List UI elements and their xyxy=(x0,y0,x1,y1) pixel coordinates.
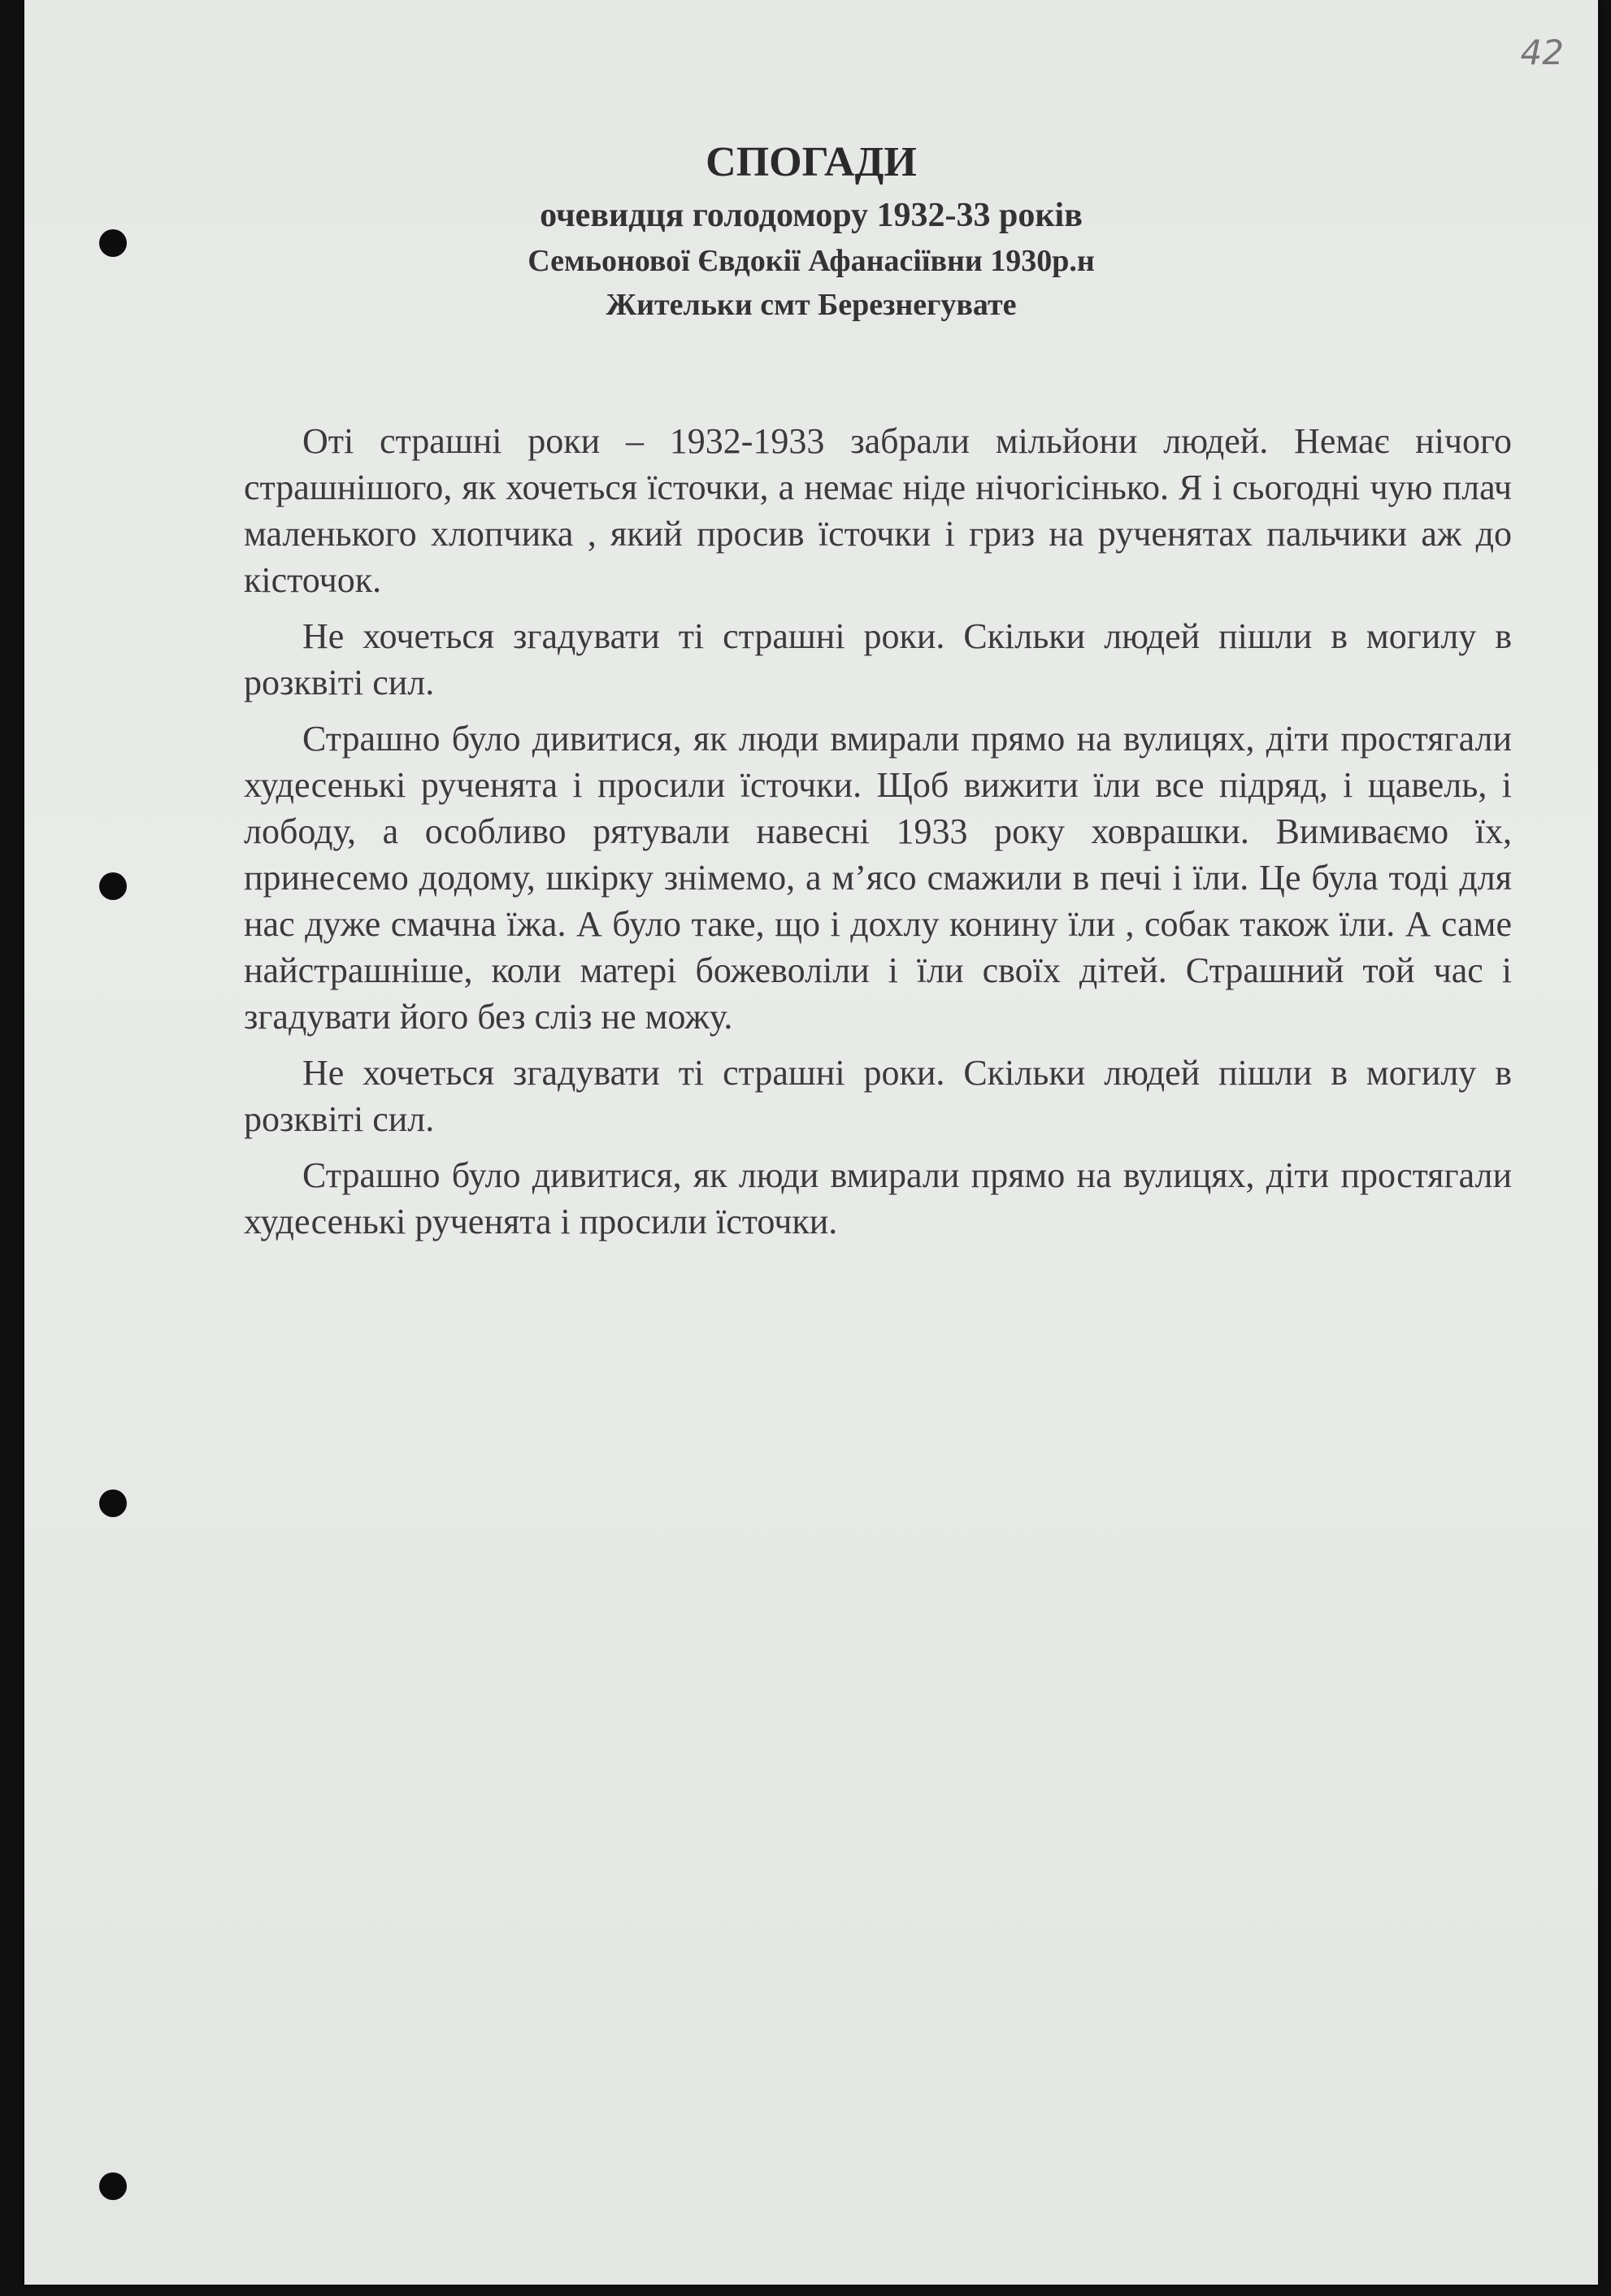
document-title: СПОГАДИ xyxy=(706,139,917,185)
paragraph: Страшно було дивитися, як люди вмирали прямо на вулицях, діти простягали худесенькі рученята і просили їсточки. xyxy=(244,1155,1512,1241)
paragraph: Не хочеться згадувати ті страшні роки. Скільки людей пішли в могилу в розквіті сил. xyxy=(244,616,1512,702)
punch-hole xyxy=(99,1489,127,1517)
document-page xyxy=(24,0,1598,2285)
document-subtitle: очевидця голодомору 1932-33 років xyxy=(540,197,1083,234)
paragraph: Не хочеться згадувати ті страшні роки. Скільки людей пішли в могилу в розквіті сил. xyxy=(244,1053,1512,1139)
paragraph: Оті страшні роки – 1932-1933 забрали мільйони людей. Немає нічого страшнішого, як хочеться їсточки, а немає ніде нічогісінько. Я і сьогодні чую плач маленького хлопчика , який просив їсточки і гриз на рученятах пальчики аж до кісточок. xyxy=(244,421,1512,600)
punch-hole xyxy=(99,2172,127,2200)
witness-name: Семьонової Євдокії Афанасіївни 1930р.н xyxy=(528,244,1095,278)
page-number: 42 xyxy=(1520,33,1564,72)
document-header xyxy=(24,138,1598,331)
paragraph: Страшно було дивитися, як люди вмирали прямо на вулицях, діти простягали худесенькі рученята і просили їсточки. Щоб вижити їли все підряд, і щавель, і лободу, а особливо рятували навесні 1933 року ховрашки. Вимиваємо їх, принесемо додому, шкірку знімемо, а м’ясо смажили в печі і їли. Це була тоді для нас дуже смачна їжа. А було таке, що і дохлу конину їли , собак також їли. А саме найстрашніше, коли матері божеволіли і їли своїх дітей. Страшний той час і згадувати його без сліз не можу. xyxy=(244,719,1512,1037)
document-body xyxy=(244,418,1512,1255)
witness-residence: Жительки смт Березнегувате xyxy=(606,288,1017,322)
punch-hole xyxy=(99,872,127,900)
